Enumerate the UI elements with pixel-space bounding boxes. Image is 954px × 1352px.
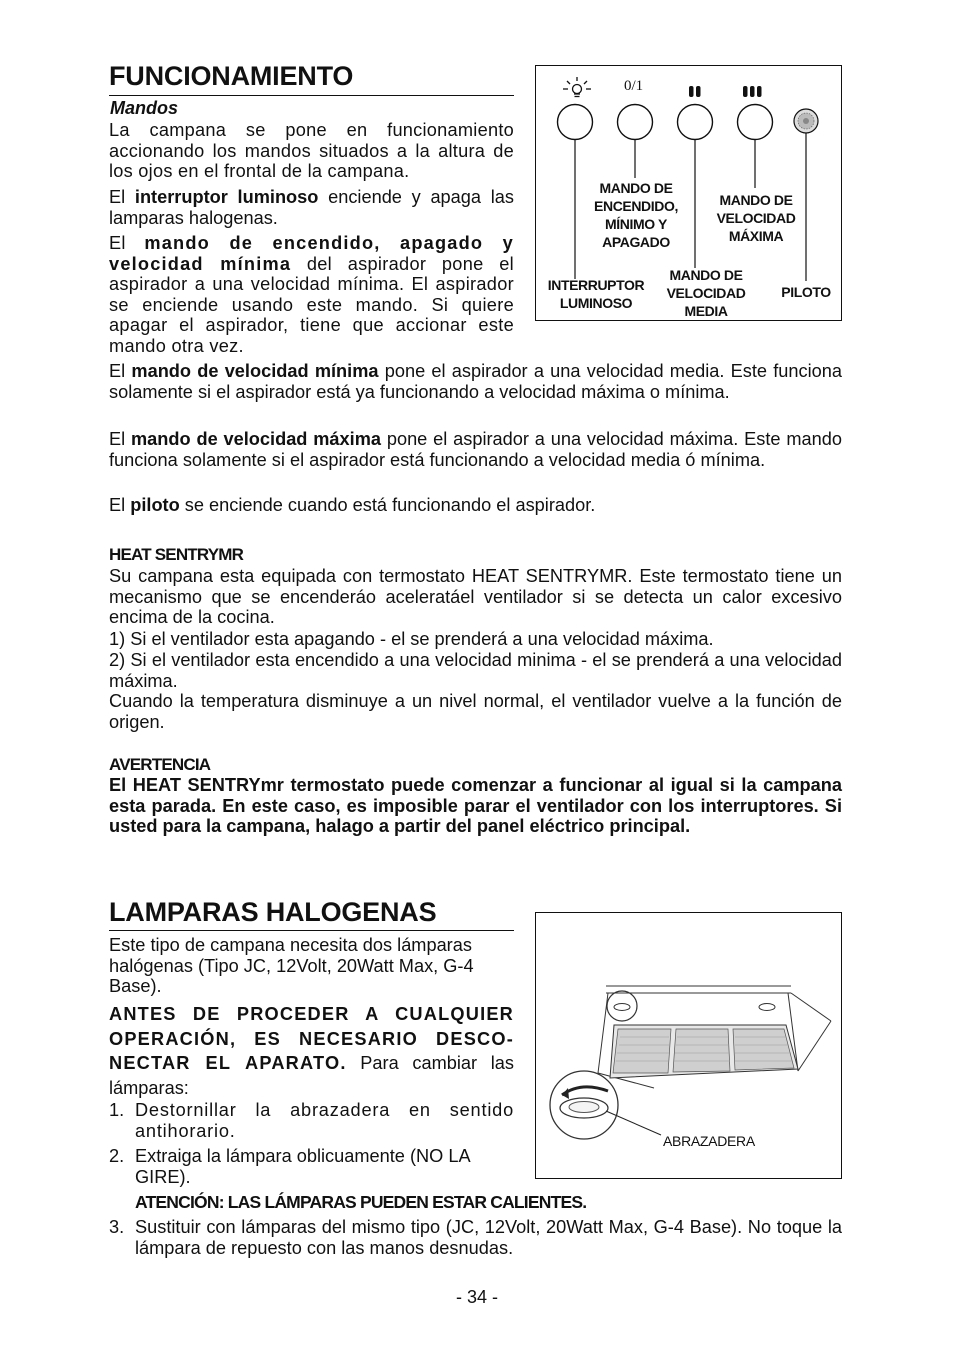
label-interruptor: INTERRUPTOR LUMINOSO: [547, 277, 645, 311]
caution-bold-text: ANTES DE PROCEDER A CUALQUIER OPERACIÓN, ES NECESARIO DESCO-NECTAR EL APARATO.: [109, 1004, 514, 1073]
bold-term-velocidad-maxima: mando de velocidad máxima: [131, 429, 381, 449]
text-fragment: El: [109, 495, 131, 515]
text-fragment: El: [109, 429, 132, 449]
step-text: Sustituir con lámparas del mismo tipo (JC, 12Volt, 20Watt Max, G-4 Base). No toque la lámpara de repuesto con las manos desnudas.: [135, 1217, 842, 1258]
encendido-paragraph: [109, 233, 514, 357]
bold-term-piloto: piloto: [130, 495, 180, 515]
heat-sentry-item-2: 2) Si el ventilador esta encendido a una velocidad minima - el se prenderá a una velocidad máxima.: [109, 650, 842, 691]
lamp-figure: [535, 912, 842, 1179]
intro-paragraph: La campana se pone en funcionamiento accionando los mandos situados a la altura de los ojos en el frontal de la campana.: [109, 120, 514, 182]
lamparas-intro: Este tipo de campana necesita dos lámparas halógenas (Tipo JC, 12Volt, 20Watt Max, G-4 Base).: [109, 935, 474, 997]
page-number: - 34 -: [455, 1287, 498, 1307]
warning-heading: AVERTENCIA: [109, 755, 211, 774]
step-2: [109, 1146, 514, 1187]
piloto-paragraph: [109, 495, 842, 516]
mandos-heading: Mandos: [110, 98, 179, 118]
title-underline: [109, 930, 514, 931]
speed-one-icon: [689, 86, 701, 97]
text-fragment: Para cambiar las lámparas:: [109, 1053, 515, 1098]
light-bulb-icon: [563, 77, 591, 97]
text-fragment: El: [109, 361, 132, 381]
step-number: 3.: [109, 1217, 125, 1237]
section-title-lamparas: LAMPARAS HALOGENAS: [109, 897, 437, 927]
halogen-lamp-icon: [614, 1004, 775, 1011]
step-number: 2.: [109, 1146, 125, 1166]
pilot-light-icon: [794, 109, 818, 133]
step-number: 1.: [109, 1100, 125, 1120]
step-text: Extraiga la lámpara oblicuamente (NO LA GIRE).: [135, 1146, 470, 1187]
interruptor-paragraph: [109, 187, 514, 228]
caution-paragraph: [109, 1002, 514, 1100]
grease-filter-icon: [610, 1025, 798, 1078]
text-fragment: enciende y apaga las lamparas halogenas.: [109, 187, 514, 228]
power-symbol-label: 0/1: [624, 78, 644, 94]
text-fragment: pone el aspirador a una velocidad media. Este funciona solamente si el aspirador está ya funcionando a velocidad máxima o mínima.: [109, 361, 843, 402]
text-fragment: pone el aspirador a una velocidad máxima. Este mando funciona solamente si el aspirador está funcionando a velocidad media ó mínima.: [109, 429, 842, 470]
velocidad-minima-paragraph: [109, 361, 842, 402]
max-speed-knob: [738, 105, 773, 140]
heat-sentry-item-1: 1) Si el ventilador esta apagando - el se prenderá a una velocidad máxima.: [109, 629, 714, 649]
heat-sentry-paragraph-2: Cuando la temperatura disminuye a un nivel normal, el ventilador vuelve a la función de origen.: [109, 691, 842, 732]
light-switch-knob: [558, 105, 593, 140]
warning-text: El HEAT SENTRYmr termostato puede comenzar a funcionar al igual si la campana esta parada. En este caso, es imposible parar el ventilador con los interruptores. Si usted para la campana, halago a partir del panel eléctrico principal.: [109, 775, 842, 837]
text-fragment: se enciende cuando está funcionando el aspirador.: [179, 495, 596, 515]
label-velocidad-media: MANDO DE VELOCIDAD MEDIA: [666, 267, 746, 319]
heat-sentry-paragraph: Su campana esta equipada con termostato HEAT SENTRYMR. Este termostato tiene un mecanismo que se encenderáo aceleratáel ventilador si se detecta un calor excesivo encima de la cocina.: [109, 566, 842, 628]
velocidad-maxima-paragraph: [109, 429, 842, 470]
heat-sentry-heading: HEAT SENTRYMR: [109, 545, 244, 564]
step-text: Destornillar la abrazadera en sentido antihorario.: [135, 1100, 514, 1141]
label-velocidad-maxima: MANDO DE VELOCIDAD MÁXIMA: [716, 192, 796, 244]
controls-figure: [535, 65, 842, 321]
medium-speed-knob: [678, 105, 713, 140]
step-3: [109, 1217, 842, 1258]
abrazadera-leader: [606, 1111, 661, 1135]
text-fragment: del aspirador pone el aspirador a una velocidad mínima. El aspirador se enciende usando este mando. Si quiere apagar el aspirador, tiene que accionar este mando otra vez.: [109, 253, 514, 356]
attention-note: ATENCIÓN: LAS LÁMPARAS PUEDEN ESTAR CALIENTES.: [135, 1192, 587, 1212]
label-encendido: MANDO DE ENCENDIDO, MÍNIMO Y APAGADO: [594, 180, 678, 250]
label-piloto: PILOTO: [781, 284, 831, 300]
title-underline: [109, 95, 514, 96]
text-fragment: El: [109, 187, 135, 207]
section-title-funcionamiento: FUNCIONAMIENTO: [109, 61, 354, 91]
bold-term-interruptor: interruptor luminoso: [134, 187, 319, 207]
text-fragment: El: [109, 233, 145, 253]
bold-term-velocidad-minima: mando de velocidad mínima: [131, 361, 379, 381]
step-1: [109, 1100, 514, 1141]
speed-max-icon: [743, 86, 762, 97]
zoom-detail-icon: [550, 1071, 618, 1139]
bold-term-encendido: mando de encendido, apagado y velocidad mínima: [109, 233, 514, 274]
abrazadera-label: ABRAZADERA: [663, 1133, 755, 1149]
power-switch-knob: [618, 105, 653, 140]
